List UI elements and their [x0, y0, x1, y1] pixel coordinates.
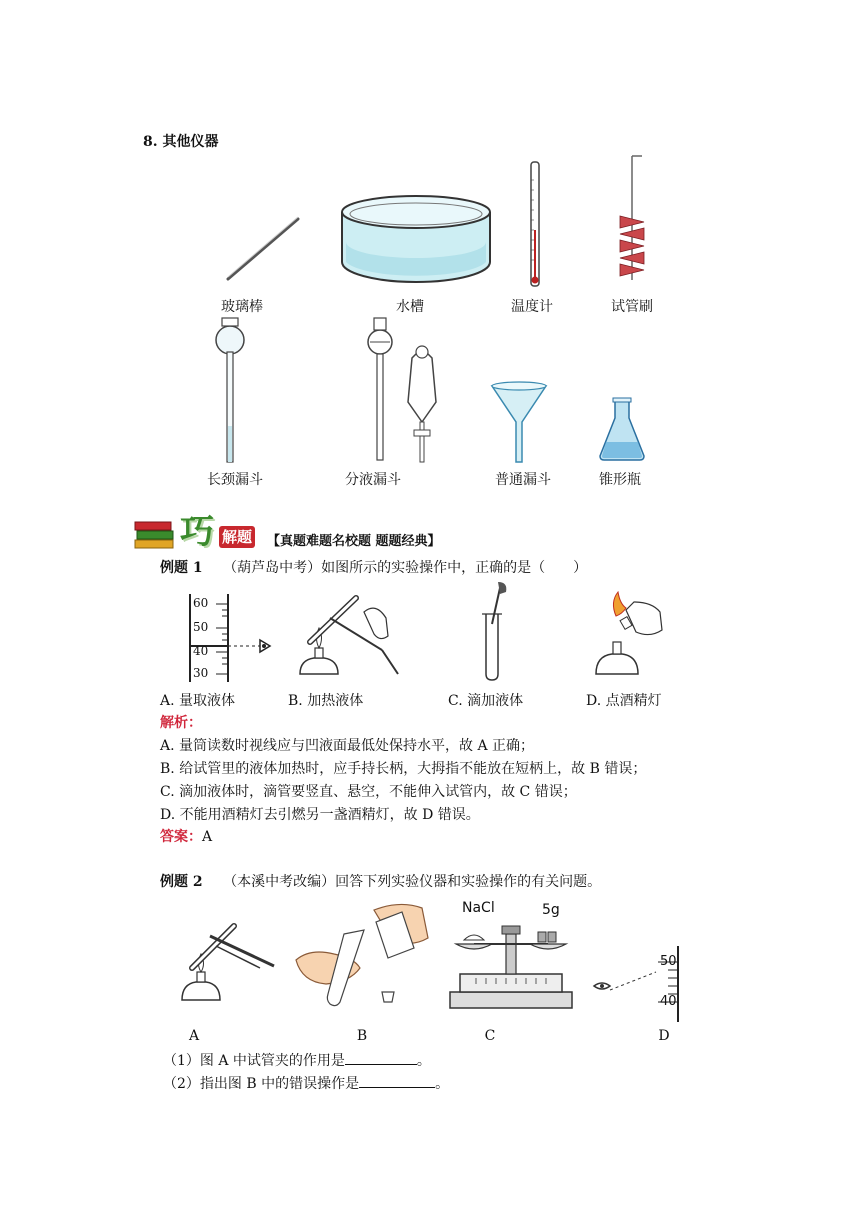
ex2-question-1	[163, 1050, 431, 1070]
ex2-clamp-figure	[176, 910, 280, 1010]
analysis-line-a: A. 量筒读数时视线应与凹液面最低处保持水平，故 A 正确；	[160, 738, 535, 754]
answer-label: 答案：	[160, 829, 202, 845]
ex2-pouring-figure	[290, 898, 440, 1018]
analysis-label: 解析：	[160, 715, 202, 731]
thermometer-illustration	[527, 160, 543, 290]
ex2-answer-blank-2[interactable]	[359, 1073, 435, 1088]
ex2-question-2-period: 。	[435, 1076, 450, 1092]
ex2-question-2-text: （2）指出图 B 中的错误操作是	[163, 1076, 360, 1092]
banner	[133, 512, 493, 552]
analysis-line-c: C. 滴加液体时，滴管要竖直、悬空，不能伸入试管内，故 C 错误；	[160, 784, 577, 800]
conical-flask-illustration	[596, 396, 648, 464]
answer-value: A	[202, 829, 213, 845]
answer-line	[160, 826, 212, 846]
ex2-balance-figure	[446, 906, 576, 1012]
ex2-label-c: C	[484, 1028, 496, 1044]
ex2-question-1-text: （1）图 A 中试管夹的作用是	[163, 1053, 345, 1069]
books-icon	[133, 520, 177, 552]
ex2-question-1-period: 。	[416, 1053, 431, 1069]
ex1-option-b: B. 加热液体	[288, 693, 364, 709]
caption-ordinary-funnel: 普通漏斗	[495, 472, 551, 488]
example2-line	[160, 871, 601, 891]
banner-icon-char: 巧	[180, 512, 214, 552]
ex1-option-c: C. 滴加液体	[448, 693, 524, 709]
separatory-funnel-illustration	[360, 312, 450, 467]
ex1-lamp-figure	[586, 588, 678, 686]
example1-stem: （葫芦岛中考）如图所示的实验操作中，正确的是（ ）	[223, 560, 588, 576]
example2-stem: （本溪中考改编）回答下列实验仪器和实验操作的有关问题。	[223, 874, 602, 890]
ex1-tick-60: 60	[193, 596, 209, 610]
ordinary-funnel-illustration	[488, 380, 550, 466]
caption-thermometer: 温度计	[511, 299, 553, 315]
caption-conical-flask: 锥形瓶	[599, 472, 641, 488]
ex1-dropping-figure	[478, 580, 518, 684]
ex1-option-a: A. 量取液体	[160, 693, 236, 709]
caption-glass-rod: 玻璃棒	[221, 299, 263, 315]
section-heading: 8. 其他仪器	[143, 134, 219, 150]
caption-long-neck-funnel: 长颈漏斗	[207, 472, 263, 488]
ex2-answer-blank-1[interactable]	[345, 1050, 417, 1065]
banner-text: 【真题难题名校题 题题经典】	[267, 534, 441, 549]
caption-water-trough: 水槽	[396, 299, 424, 315]
example1-line	[160, 557, 587, 577]
ex2-nacl-label: NaCl	[462, 900, 495, 916]
caption-tube-brush: 试管刷	[611, 299, 653, 315]
ex1-tick-30: 30	[193, 666, 209, 680]
long-neck-funnel-illustration	[212, 316, 248, 466]
ex2-tick-40: 40	[660, 994, 677, 1009]
glass-rod-illustration	[222, 215, 302, 285]
ex2-label-a: A	[188, 1028, 200, 1044]
caption-separatory-funnel: 分液漏斗	[345, 472, 401, 488]
example1-label: 例题 1	[160, 560, 203, 576]
analysis-line-b: B. 给试管里的液体加热时，应手持长柄，大拇指不能放在短柄上，故 B 错误；	[160, 761, 647, 777]
ex2-label-d: D	[658, 1028, 670, 1044]
ex1-tick-50: 50	[193, 620, 209, 634]
ex2-tick-50: 50	[660, 954, 677, 969]
ex2-label-b: B	[356, 1028, 368, 1044]
ex1-heating-figure	[290, 588, 410, 688]
ex1-tick-40: 40	[193, 644, 209, 658]
ex2-weight-label: 5g	[542, 902, 560, 918]
water-trough-illustration	[338, 192, 494, 288]
example2-label: 例题 2	[160, 874, 203, 890]
ex2-question-2	[163, 1073, 449, 1093]
banner-icon-sub: 解题	[219, 526, 255, 548]
analysis-line-d: D. 不能用酒精灯去引燃另一盏酒精灯，故 D 错误。	[160, 807, 480, 823]
test-tube-brush-illustration	[612, 154, 652, 284]
ex1-option-d: D. 点酒精灯	[586, 693, 662, 709]
